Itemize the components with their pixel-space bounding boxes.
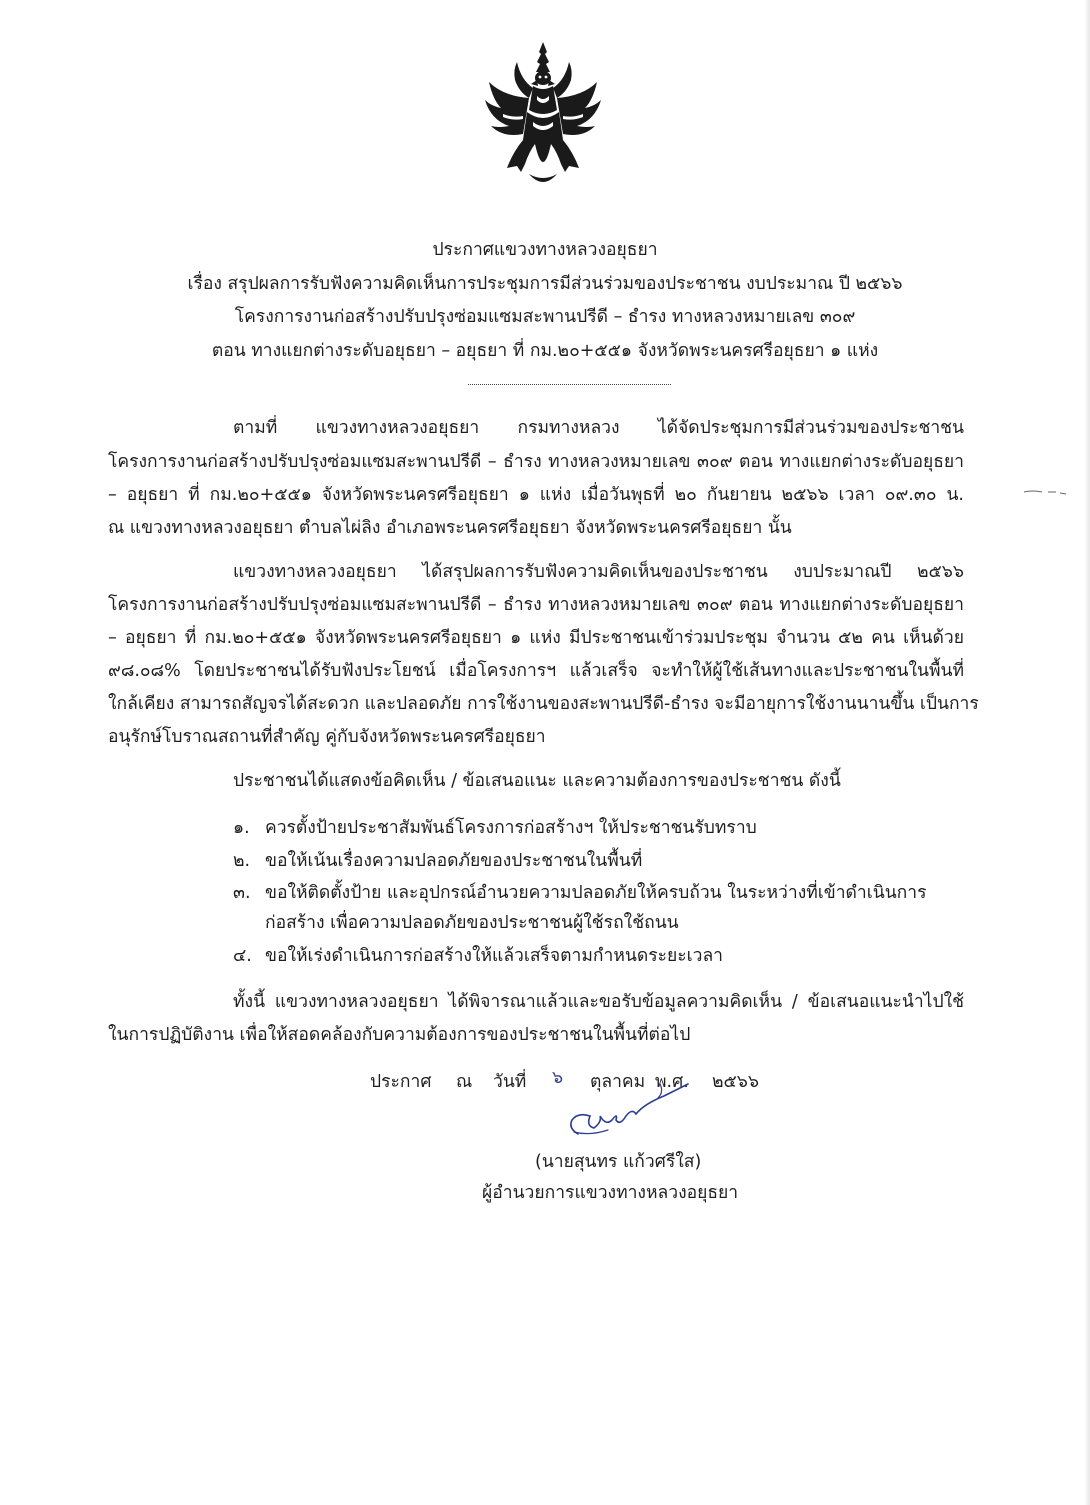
para2-line-1: แขวงทางหลวงอยุธยา ได้สรุปผลการรับฟังความคิดเห็นของประชาชน งบประมาณปี ๒๕๖๖ xyxy=(233,562,964,582)
day-value: ๖ xyxy=(552,1068,564,1088)
para3-line-1: ทั้งนี้ แขวงทางหลวงอยุธยา ได้พิจารณาแล้วและขอรับข้อมูลความคิดเห็น / ข้อเสนอแนะนำไปใช้ xyxy=(233,992,964,1012)
para1-line-1: ตามที่ แขวงทางหลวงอยุธยา กรมทางหลวง ได้จัดประชุมการมีส่วนร่วมของประชาชน xyxy=(233,418,964,438)
garuda-emblem-icon xyxy=(483,40,603,190)
para2-line-5: ใกล้เคียง สามารถสัญจรได้สะดวก และปลอดภัย การใช้งานของสะพานปรีดี-ธำรง จะมีอายุการใช้งานนานขึ้น เป็นการ xyxy=(108,694,979,714)
year-value: ๒๕๖๖ xyxy=(712,1072,759,1092)
item-number: ๑. xyxy=(233,818,250,838)
item-number: ๓. xyxy=(233,883,251,903)
list-item: ก่อสร้าง เพื่อความปลอดภัยของประชาชนผู้ใช้รถใช้ถนน xyxy=(265,913,679,933)
handwritten-signature-icon xyxy=(560,1082,690,1142)
header-divider xyxy=(468,384,671,385)
para1-line-3: – อยุธยา ที่ กม.๒๐+๕๕๑ จังหวัดพระนครศรีอยุธยา ๑ แห่ง เมื่อวันพุธที่ ๒๐ กันยายน ๒๕๖๖ เวลา ๐๙.๓๐ น. xyxy=(108,485,964,505)
para1-line-2: โครงการงานก่อสร้างปรับปรุงซ่อมแซมสะพานปรีดี – ธำรง ทางหลวงหมายเลข ๓๐๙ ตอน ทางแยกต่างระดับอยุธยา xyxy=(108,452,964,472)
para2-line-6: อนุรักษ์โบราณสถานที่สำคัญ คู่กับจังหวัดพระนครศรีอยุธยา xyxy=(108,727,546,747)
era-label: พ.ศ. xyxy=(655,1072,689,1092)
para2-line-2: โครงการงานก่อสร้างปรับปรุงซ่อมแซมสะพานปรีดี – ธำรง ทางหลวงหมายเลข ๓๐๙ ตอน ทางแยกต่างระดับอยุธยา xyxy=(108,595,964,615)
item-number: ๔. xyxy=(233,946,252,966)
para3-line-2: ในการปฏิบัติงาน เพื่อให้สอดคล้องกับความต้องการของประชาชนในพื้นที่ต่อไป xyxy=(108,1025,691,1045)
announce-label: ประกาศ xyxy=(370,1072,432,1092)
month-value: ตุลาคม xyxy=(590,1072,646,1092)
list-item: ขอให้เร่งดำเนินการก่อสร้างให้แล้วเสร็จตามกำหนดระยะเวลา xyxy=(265,946,724,966)
comments-intro: ประชาชนได้แสดงข้อคิดเห็น / ข้อเสนอแนะ และความต้องการของประชาชน ดังนี้ xyxy=(233,771,841,791)
day-label: วันที่ xyxy=(493,1072,527,1092)
page-edge-shadow xyxy=(1084,0,1090,1505)
list-item: ควรตั้งป้ายประชาสัมพันธ์โครงการก่อสร้างฯ ให้ประชาชนรับทราบ xyxy=(265,818,757,838)
list-item: ขอให้ติดตั้งป้าย และอุปกรณ์อำนวยความปลอดภัยให้ครบถ้วน ในระหว่างที่เข้าดำเนินการ xyxy=(265,883,927,903)
subject-line-2: โครงการงานก่อสร้างปรับปรุงซ่อมแซมสะพานปรีดี – ธำรง ทางหลวงหมายเลข ๓๐๙ xyxy=(234,307,856,327)
para1-line-4: ณ แขวงทางหลวงอยุธยา ตำบลไผ่ลิง อำเภอพระนครศรีอยุธยา จังหวัดพระนครศรีอยุธยา นั้น xyxy=(108,518,792,538)
scan-mark xyxy=(1022,488,1068,496)
subject-line-3: ตอน ทางแยกต่างระดับอยุธยา – อยุธยา ที่ กม.๒๐+๕๕๑ จังหวัดพระนครศรีอยุธยา ๑ แห่ง xyxy=(211,341,879,361)
issuer-title: ประกาศแขวงทางหลวงอยุธยา xyxy=(432,240,658,260)
at-label: ณ xyxy=(456,1072,473,1092)
signer-title: ผู้อำนวยการแขวงทางหลวงอยุธยา xyxy=(482,1183,739,1203)
item-number: ๒. xyxy=(233,851,251,871)
list-item: ขอให้เน้นเรื่องความปลอดภัยของประชาชนในพื้นที่ xyxy=(265,851,643,871)
subject-line-1: เรื่อง สรุปผลการรับฟังความคิดเห็นการประชุมการมีส่วนร่วมของประชาชน งบประมาณ ปี ๒๕๖๖ xyxy=(187,274,903,294)
signer-name: (นายสุนทร แก้วศรีใส) xyxy=(535,1152,702,1172)
para2-line-3: – อยุธยา ที่ กม.๒๐+๕๕๑ จังหวัดพระนครศรีอยุธยา ๑ แห่ง มีประชาชนเข้าร่วมประชุม จำนวน ๕๒ คน เห็นด้วย xyxy=(108,628,964,648)
para2-line-4: ๙๘.๐๘% โดยประชาชนได้รับฟังประโยชน์ เมื่อโครงการฯ แล้วเสร็จ จะทำให้ผู้ใช้เส้นทางและประชาชนในพื้นที่ xyxy=(108,661,964,681)
